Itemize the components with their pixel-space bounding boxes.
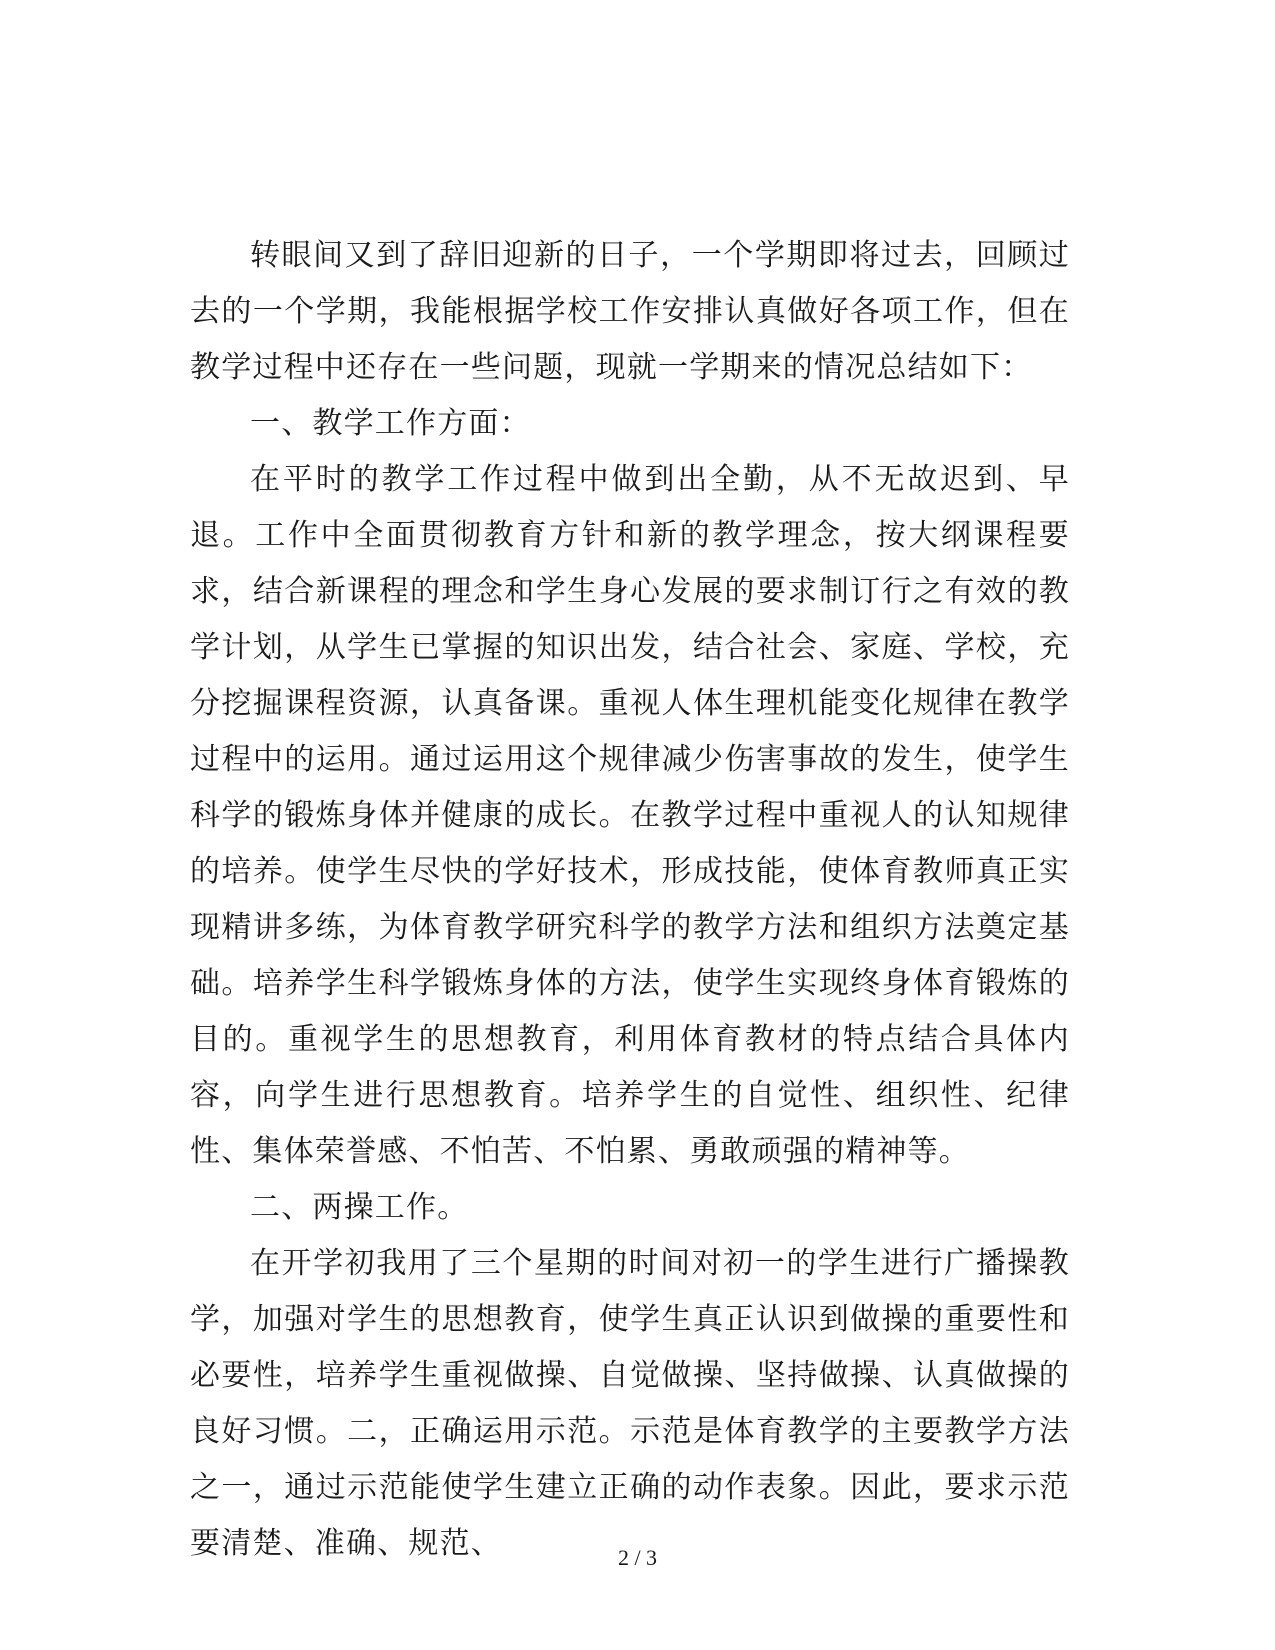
paragraph-teaching: 在平时的教学工作过程中做到出全勤，从不无故迟到、早退。工作中全面贯彻教育方针和新的教学理念，按大纲课程要求，结合新课程的理念和学生身心发展的要求制订行之有效的教学计划，从学生已掌握的知识出发，结合社会、家庭、学校，充分挖掘课程资源，认真备课。重视人体生理机能变化规律在教学过程中的运用。通过运用这个规律减少伤害事故的发生，使学生科学的锻炼身体并健康的成长。在教学过程中重视人的认知规律的培养。使学生尽快的学好技术，形成技能，使体育教师真正实现精讲多练，为体育教学研究科学的教学方法和组织方法奠定基础。培养学生科学锻炼身体的方法，使学生实现终身体育锻炼的目的。重视学生的思想教育，利用体育教材的特点结合具体内容，向学生进行思想教育。培养学生的自觉性、组织性、纪律性、集体荣誉感、不怕苦、不怕累、勇敢顽强的精神等。: [190, 462, 1070, 1169]
paragraph-intro: 转眼间又到了辞旧迎新的日子，一个学期即将过去，回顾过去的一个学期，我能根据学校工作安排认真做好各项工作，但在教学过程中还存在一些问题，现就一学期来的情况总结如下：: [190, 238, 1070, 385]
section-heading-teaching: 一、教学工作方面：: [250, 406, 531, 441]
page-number: 2 / 3: [617, 1545, 658, 1570]
document-body: [190, 228, 1070, 1572]
section-heading-exercises: 二、两操工作。: [250, 1190, 469, 1225]
paragraph-exercises: 在开学初我用了三个星期的时间对初一的学生进行广播操教学，加强对学生的思想教育，使学生真正认识到做操的重要性和必要性，培养学生重视做操、自觉做操、坚持做操、认真做操的良好习惯。二，正确运用示范。示范是体育教学的主要教学方法之一，通过示范能使学生建立正确的动作表象。因此，要求示范要清楚、准确、规范、: [190, 1246, 1070, 1561]
